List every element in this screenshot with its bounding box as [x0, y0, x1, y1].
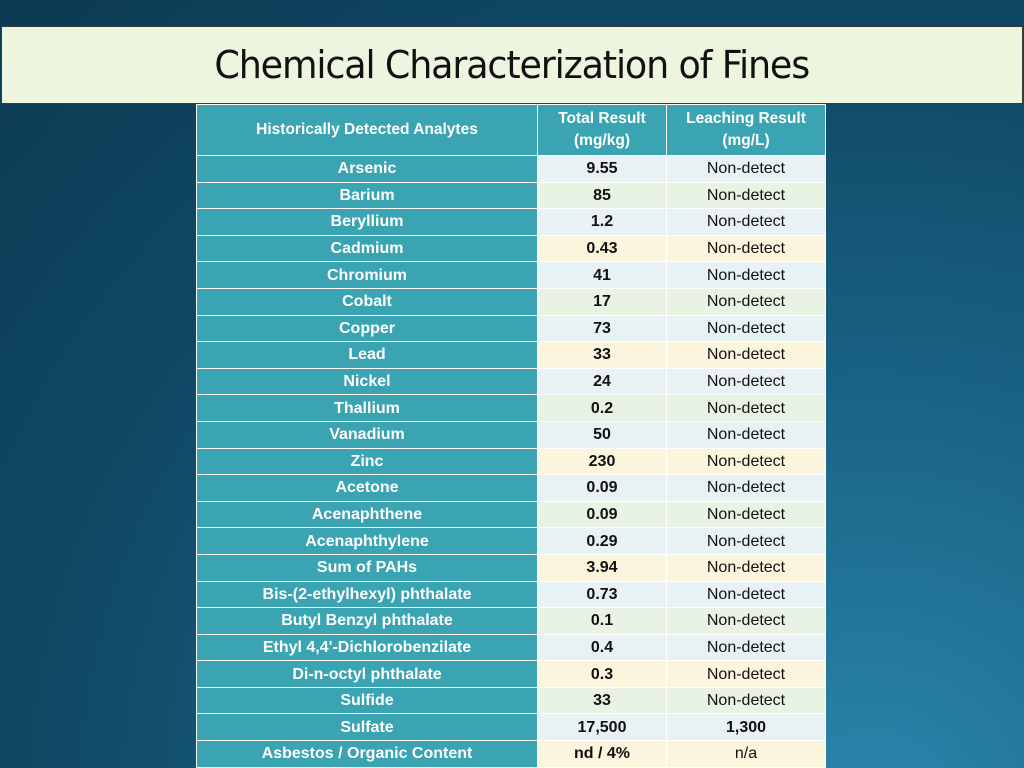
analyte-cell: Zinc [197, 448, 538, 475]
leaching-result-cell: Non-detect [667, 342, 826, 369]
leaching-result-cell: Non-detect [667, 315, 826, 342]
analyte-cell: Asbestos / Organic Content [197, 741, 538, 768]
table-row [197, 475, 826, 502]
table-row [197, 528, 826, 555]
leaching-result-cell: Non-detect [667, 182, 826, 209]
total-result-cell: 0.29 [538, 528, 667, 555]
leaching-result-cell: n/a [667, 741, 826, 768]
table-row [197, 608, 826, 635]
analyte-cell: Thallium [197, 395, 538, 422]
results-table-container [196, 104, 825, 768]
header-leach-unit: (mg/L) [722, 132, 770, 149]
leaching-result-cell: Non-detect [667, 661, 826, 688]
analyte-cell: Bis-(2-ethylhexyl) phthalate [197, 581, 538, 608]
total-result-cell: 0.4 [538, 634, 667, 661]
table-row [197, 634, 826, 661]
analyte-cell: Nickel [197, 368, 538, 395]
title-box [1, 26, 1023, 104]
total-result-cell: 33 [538, 342, 667, 369]
total-result-cell: 0.09 [538, 475, 667, 502]
total-result-cell: 33 [538, 687, 667, 714]
table-header-row [197, 105, 826, 156]
analyte-cell: Barium [197, 182, 538, 209]
header-leaching-result [667, 105, 826, 156]
analyte-cell: Acenaphthylene [197, 528, 538, 555]
total-result-cell: 0.2 [538, 395, 667, 422]
header-total-result [538, 105, 667, 156]
table-row [197, 156, 826, 183]
total-result-cell: 0.43 [538, 235, 667, 262]
analyte-cell: Arsenic [197, 156, 538, 183]
analyte-cell: Di-n-octyl phthalate [197, 661, 538, 688]
leaching-result-cell: Non-detect [667, 156, 826, 183]
total-result-cell: 17,500 [538, 714, 667, 741]
table-row [197, 262, 826, 289]
leaching-result-cell: Non-detect [667, 448, 826, 475]
leaching-result-cell: Non-detect [667, 475, 826, 502]
total-result-cell: 0.1 [538, 608, 667, 635]
leaching-result-cell: Non-detect [667, 608, 826, 635]
leaching-result-cell: Non-detect [667, 262, 826, 289]
leaching-result-cell: Non-detect [667, 687, 826, 714]
table-row [197, 501, 826, 528]
analyte-cell: Acetone [197, 475, 538, 502]
analyte-cell: Sum of PAHs [197, 554, 538, 581]
table-row [197, 741, 826, 768]
header-analytes: Historically Detected Analytes [197, 105, 538, 156]
header-total-label: Total Result [558, 110, 646, 127]
total-result-cell: 3.94 [538, 554, 667, 581]
total-result-cell: 9.55 [538, 156, 667, 183]
table-row [197, 182, 826, 209]
leaching-result-cell: Non-detect [667, 395, 826, 422]
leaching-result-cell: 1,300 [667, 714, 826, 741]
table-row [197, 554, 826, 581]
leaching-result-cell: Non-detect [667, 501, 826, 528]
results-table [196, 104, 826, 768]
total-result-cell: 0.09 [538, 501, 667, 528]
table-row [197, 209, 826, 236]
leaching-result-cell: Non-detect [667, 581, 826, 608]
total-result-cell: 50 [538, 421, 667, 448]
table-row [197, 315, 826, 342]
table-row [197, 661, 826, 688]
total-result-cell: 0.73 [538, 581, 667, 608]
total-result-cell: 41 [538, 262, 667, 289]
analyte-cell: Chromium [197, 262, 538, 289]
table-row [197, 581, 826, 608]
table-row [197, 395, 826, 422]
analyte-cell: Ethyl 4,4'-Dichlorobenzilate [197, 634, 538, 661]
total-result-cell: 73 [538, 315, 667, 342]
table-row [197, 342, 826, 369]
table-row [197, 714, 826, 741]
table-row [197, 288, 826, 315]
analyte-cell: Sulfate [197, 714, 538, 741]
leaching-result-cell: Non-detect [667, 368, 826, 395]
total-result-cell: 85 [538, 182, 667, 209]
analyte-cell: Acenaphthene [197, 501, 538, 528]
page-title: Chemical Characterization of Fines [214, 43, 810, 87]
leaching-result-cell: Non-detect [667, 634, 826, 661]
table-row [197, 448, 826, 475]
table-row [197, 421, 826, 448]
leaching-result-cell: Non-detect [667, 235, 826, 262]
leaching-result-cell: Non-detect [667, 528, 826, 555]
analyte-cell: Butyl Benzyl phthalate [197, 608, 538, 635]
table-row [197, 687, 826, 714]
analyte-cell: Vanadium [197, 421, 538, 448]
leaching-result-cell: Non-detect [667, 554, 826, 581]
analyte-cell: Copper [197, 315, 538, 342]
leaching-result-cell: Non-detect [667, 209, 826, 236]
header-leach-label: Leaching Result [686, 110, 806, 127]
analyte-cell: Beryllium [197, 209, 538, 236]
leaching-result-cell: Non-detect [667, 421, 826, 448]
total-result-cell: 17 [538, 288, 667, 315]
table-row [197, 235, 826, 262]
total-result-cell: 230 [538, 448, 667, 475]
total-result-cell: nd / 4% [538, 741, 667, 768]
total-result-cell: 1.2 [538, 209, 667, 236]
leaching-result-cell: Non-detect [667, 288, 826, 315]
total-result-cell: 24 [538, 368, 667, 395]
table-row [197, 368, 826, 395]
total-result-cell: 0.3 [538, 661, 667, 688]
analyte-cell: Lead [197, 342, 538, 369]
analyte-cell: Sulfide [197, 687, 538, 714]
analyte-cell: Cadmium [197, 235, 538, 262]
analyte-cell: Cobalt [197, 288, 538, 315]
header-total-unit: (mg/kg) [574, 132, 630, 149]
